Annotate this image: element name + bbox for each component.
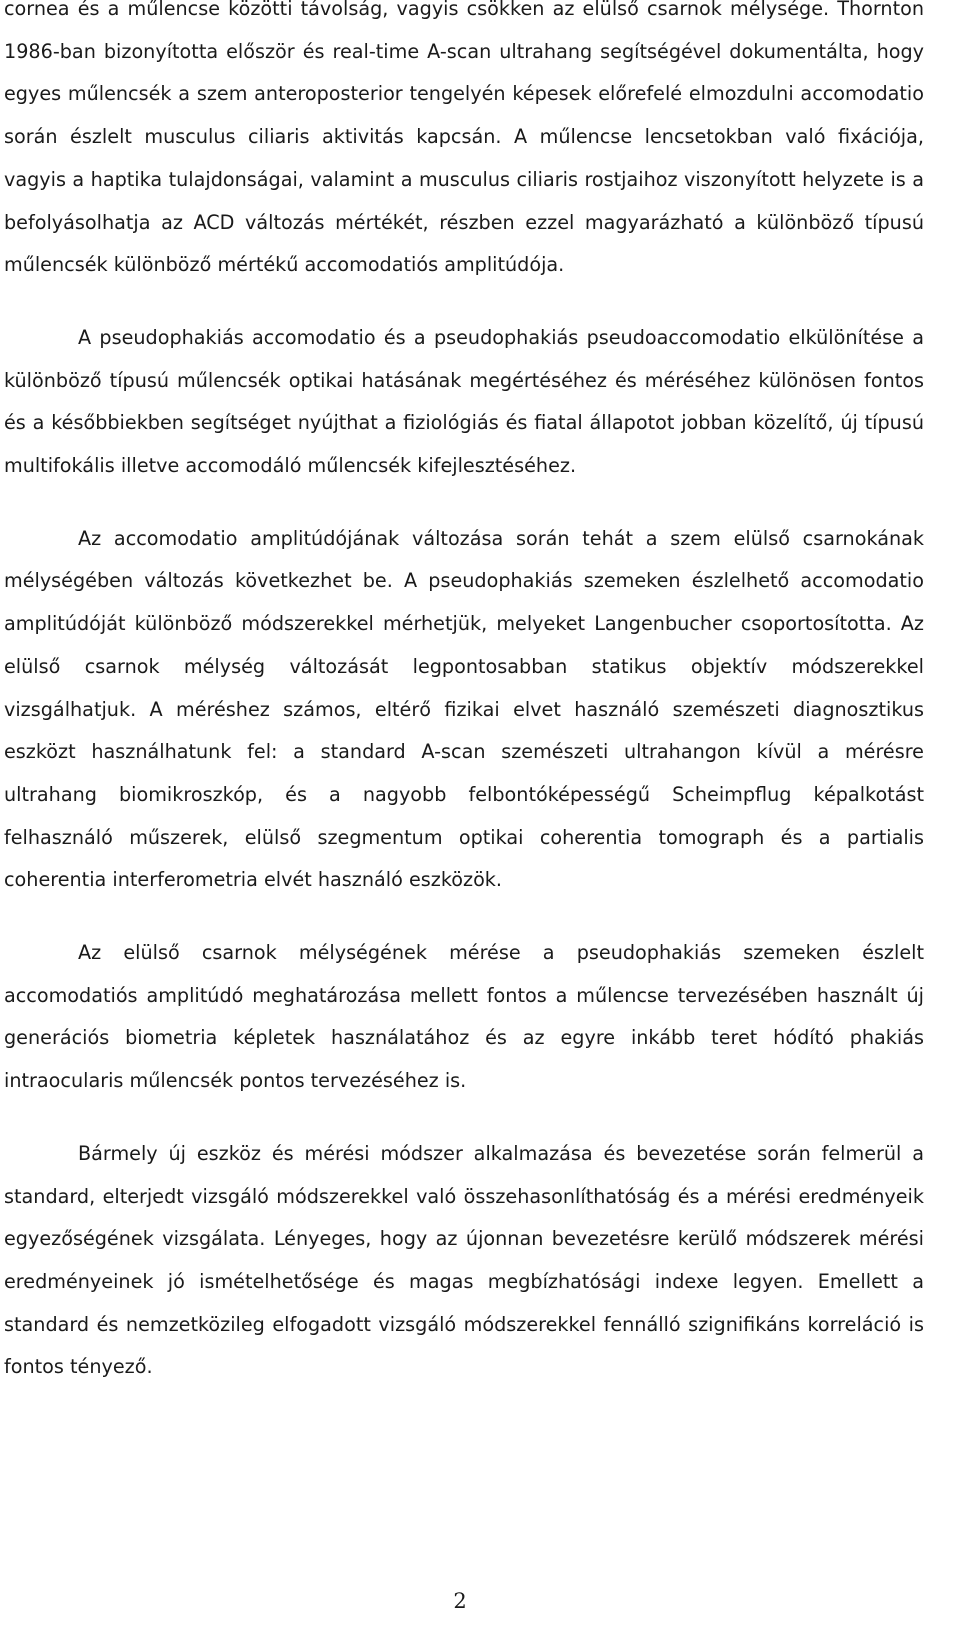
body-paragraph-3: Az accomodatio amplitúdójának változása során tehát a szem elülső csarnokának mélységében változás következhet be. A pseudophakiás szemeken észlelhető accomodatio amplitúdóját különböző módszerekkel mérhetjük, melyeket Langenbucher csoportosította. Az elülső csarnok mélység változását legpontosabban statikus objektív módszerekkel vizsgálhatjuk. A méréshez számos, eltérő fizikai elvet használó szemészeti diagnosztikus eszközt használhatunk fel: a standard A-scan szemészeti ultrahangon kívül a mérésre ultrahang biomikroszkóp, és a nagyobb felbontóképességű Scheimpflug képalkotást felhasználó műszerek, elülső szegmentum optikai coherentia tomograph és a partialis coherentia interferometria elvét használó eszközök. (4, 526, 924, 892)
body-paragraph-1: cornea és a műlencse közötti távolság, vagyis csökken az elülső csarnok mélysége. Thornton 1986-ban bizonyította először és real-time A-scan ultrahang segítségével dokumentálta, hogy egyes műlencsék a szem anteroposterior tengelyén képesek előrefelé elmozdulni accomodatio során észlelt musculus ciliaris aktivitás kapcsán. A műlencse lencsetokban való fixációja, vagyis a haptika tulajdonságai, valamint a musculus ciliaris rostjaihoz viszonyított helyzete is a befolyásolhatja az ACD változás mértékét, részben ezzel magyarázható a különböző típusú műlencsék különböző mértékű accomodatiós amplitúdója. (4, 0, 924, 277)
page-number: 2 (453, 1589, 467, 1613)
body-paragraph-5: Bármely új eszköz és mérési módszer alkalmazása és bevezetése során felmerül a standard, elterjedt vizsgáló módszerekkel való összehasonlíthatóság és a mérési eredményeik egyezőségének vizsgálata. Lényeges, hogy az újonnan bevezetésre kerülő módszerek mérési eredményeinek jó ismételhetősége és magas megbízhatósági indexe legyen. Emellett a standard és nemzetközileg elfogadott vizsgáló módszerekkel fennálló szignifikáns korreláció is fontos tényező. (4, 1141, 924, 1379)
body-paragraph-4: Az elülső csarnok mélységének mérése a pseudophakiás szemeken észlelt accomodatiós amplitúdó meghatározása mellett fontos a műlencse tervezésében használt új generációs biometria képletek használatához és az egyre inkább teret hódító phakiás intraocularis műlencsék pontos tervezéséhez is. (4, 941, 924, 1093)
body-paragraph-2: A pseudophakiás accomodatio és a pseudophakiás pseudoaccomodatio elkülönítése a különböző típusú műlencsék optikai hatásának megértéséhez és méréséhez különösen fontos és a későbbiekben segítséget nyújthat a fiziológiás és fiatal állapotot jobban közelítő, új típusú multifokális illetve accomodáló műlencsék kifejlesztéséhez. (4, 325, 924, 478)
